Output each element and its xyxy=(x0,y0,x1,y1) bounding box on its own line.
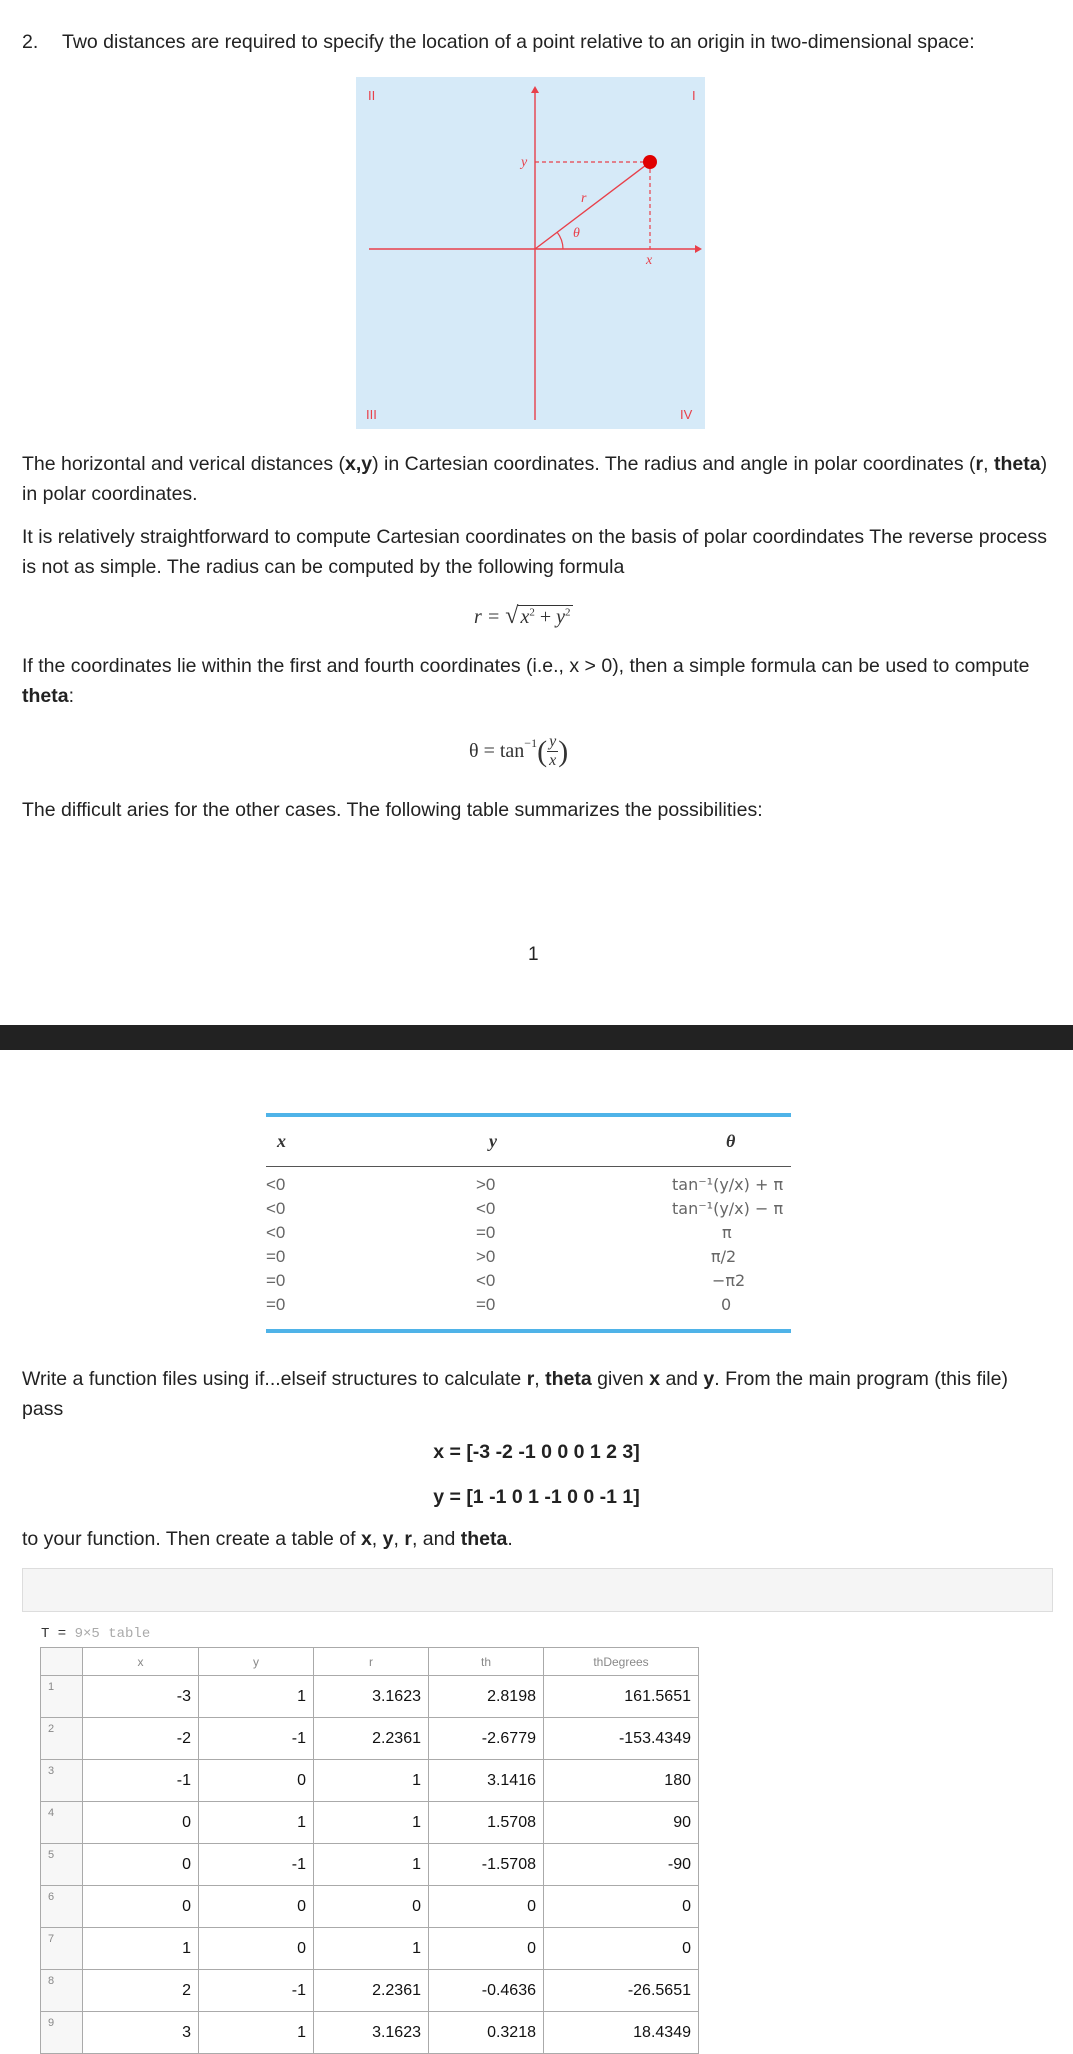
radicand-x: x xyxy=(520,606,530,628)
p6-text-e: . xyxy=(507,1528,513,1550)
col-header-th[interactable]: th xyxy=(429,1648,544,1676)
table-row xyxy=(41,1760,699,1802)
cell-x: 0 xyxy=(83,1886,199,1928)
cell-y: 1 xyxy=(199,2012,314,2054)
fraction-denominator: x xyxy=(549,752,557,769)
p6-theta: theta xyxy=(460,1528,508,1550)
table-row xyxy=(41,1970,699,2012)
cell-x: -2 xyxy=(83,1718,199,1760)
cell-thdegrees: 90 xyxy=(544,1802,699,1844)
case-row-1-y: >0 xyxy=(476,1175,496,1194)
radius-eq-lhs: r = xyxy=(474,606,501,628)
p3-text-b: : xyxy=(68,685,75,707)
case-row-6-y: =0 xyxy=(476,1295,496,1314)
cases-header-y: y xyxy=(489,1131,497,1151)
p5-y: y xyxy=(703,1368,715,1390)
case-row-5-x: =0 xyxy=(266,1271,286,1290)
cell-thdegrees: 161.5651 xyxy=(544,1676,699,1718)
case-row-5-y: <0 xyxy=(476,1271,496,1290)
cell-x: 2 xyxy=(83,1970,199,2012)
cases-header-x: x xyxy=(277,1131,286,1151)
output-header-row xyxy=(41,1648,699,1676)
cell-x: 3 xyxy=(83,2012,199,2054)
cell-thdegrees: -26.5651 xyxy=(544,1970,699,2012)
problem-intro-text: Two distances are required to specify the location of a point relative to an origin in two-dimensional space: xyxy=(62,31,975,53)
cell-th: -1.5708 xyxy=(429,1844,544,1886)
p6-y: y xyxy=(382,1528,394,1550)
cell-r: 3.1623 xyxy=(314,1676,429,1718)
radius-line xyxy=(535,162,650,249)
fraction-numerator: y xyxy=(549,733,557,750)
paragraph-cases: The difficult aries for the other cases. The following table summarizes the possibilities: xyxy=(22,799,763,821)
y-input-line: y = [1 -1 0 1 -1 0 0 -1 1] xyxy=(433,1486,640,1508)
page-1 xyxy=(0,0,1073,1025)
angle-arc xyxy=(557,232,563,249)
sqrt-sign: √ xyxy=(505,603,519,629)
x-axis-arrow xyxy=(695,245,702,253)
col-header-thdegrees[interactable]: thDegrees xyxy=(544,1648,699,1676)
p6-text-a: to your function. Then create a table of xyxy=(22,1528,361,1550)
radicand-plus: + xyxy=(534,606,557,628)
table-row xyxy=(41,1886,699,1928)
radius-equation xyxy=(474,603,573,630)
col-header-y[interactable]: y xyxy=(199,1648,314,1676)
p6-r: r xyxy=(404,1528,412,1550)
x-input-line: x = [-3 -2 -1 0 0 0 1 2 3] xyxy=(433,1441,640,1463)
page-number: 1 xyxy=(528,944,539,965)
case-row-2-theta: tan⁻¹(y/x) − π xyxy=(672,1199,784,1218)
case-row-6-theta: 0 xyxy=(721,1295,732,1314)
cell-thdegrees: 0 xyxy=(544,1886,699,1928)
cell-y: -1 xyxy=(199,1844,314,1886)
r-label: r xyxy=(581,191,587,206)
figure-svg xyxy=(356,77,705,429)
cell-th: 0 xyxy=(429,1928,544,1970)
row-number: 1 xyxy=(41,1676,83,1718)
table-output-label xyxy=(41,1626,150,1642)
cases-rule-bottom xyxy=(266,1329,791,1333)
cell-th: 0.3218 xyxy=(429,2012,544,2054)
row-number-header xyxy=(41,1648,83,1676)
table-dims: 9×5 table xyxy=(74,1626,151,1642)
paragraph-first-fourth xyxy=(22,651,1052,711)
paragraph-radius: It is relatively straightforward to compute Cartesian coordinates on the basis of polar coordindates The reverse process is not as simple. The radius can be computed by the following formula xyxy=(22,526,1047,578)
case-row-4-x: =0 xyxy=(266,1247,286,1266)
case-row-2-y: <0 xyxy=(476,1199,496,1218)
point-marker xyxy=(643,155,657,169)
p1-theta: theta xyxy=(993,453,1041,475)
col-header-x[interactable]: x xyxy=(83,1648,199,1676)
cell-y: 0 xyxy=(199,1928,314,1970)
cell-y: -1 xyxy=(199,1718,314,1760)
theta-equation xyxy=(469,733,568,770)
cell-r: 1 xyxy=(314,1844,429,1886)
left-paren: ( xyxy=(537,734,548,768)
p5-text-b: , xyxy=(534,1368,546,1390)
row-number: 7 xyxy=(41,1928,83,1970)
cell-th: -0.4636 xyxy=(429,1970,544,2012)
radicand-y: y xyxy=(556,606,566,628)
cell-y: 0 xyxy=(199,1760,314,1802)
cases-rule-top xyxy=(266,1113,791,1117)
p5-text-d: and xyxy=(660,1368,704,1390)
row-number: 8 xyxy=(41,1970,83,2012)
radicand xyxy=(518,605,572,628)
p5-text-a: Write a function files using if...elseif structures to calculate xyxy=(22,1368,527,1390)
table-row xyxy=(41,2012,699,2054)
p1-r: r xyxy=(975,453,984,475)
case-row-3-theta: π xyxy=(722,1223,732,1242)
cell-y: 0 xyxy=(199,1886,314,1928)
row-number: 6 xyxy=(41,1886,83,1928)
p1-comma: , xyxy=(355,453,362,475)
theta-eq-lhs: θ = tan xyxy=(469,740,525,762)
cell-th: 0 xyxy=(429,1886,544,1928)
cell-x: -3 xyxy=(83,1676,199,1718)
case-row-1-theta: tan⁻¹(y/x) + π xyxy=(672,1175,784,1194)
output-table xyxy=(40,1647,699,2054)
p3-theta: theta xyxy=(22,685,69,707)
table-var-name: T xyxy=(41,1626,50,1642)
p1-y: y xyxy=(361,453,373,475)
cases-rule-mid xyxy=(266,1166,791,1167)
case-row-6-x: =0 xyxy=(266,1295,286,1314)
fraction xyxy=(547,733,558,770)
table-row xyxy=(41,1718,699,1760)
paragraph-table-instruction xyxy=(22,1524,1052,1554)
right-paren: ) xyxy=(558,734,569,768)
cell-y: 1 xyxy=(199,1802,314,1844)
p3-text-a: If the coordinates lie within the first and fourth coordinates (i.e., x > 0), then a simple formula can be used to compute xyxy=(22,655,1030,677)
theta-eq-exp: −1 xyxy=(524,736,538,750)
cell-r: 0 xyxy=(314,1886,429,1928)
p5-theta: theta xyxy=(545,1368,592,1390)
case-row-4-theta: π/2 xyxy=(711,1247,737,1266)
cell-thdegrees: 180 xyxy=(544,1760,699,1802)
cell-y: -1 xyxy=(199,1970,314,2012)
radicand-y-exp: 2 xyxy=(565,606,571,619)
cell-y: 1 xyxy=(199,1676,314,1718)
cell-r: 1 xyxy=(314,1760,429,1802)
row-number: 3 xyxy=(41,1760,83,1802)
row-number: 2 xyxy=(41,1718,83,1760)
table-row xyxy=(41,1802,699,1844)
cell-thdegrees: -153.4349 xyxy=(544,1718,699,1760)
p1-text-b: ) in Cartesian coordinates. The radius and angle in polar coordinates ( xyxy=(372,453,976,475)
y-label: y xyxy=(521,155,528,170)
polar-coordinates-figure xyxy=(356,77,705,429)
problem-number: 2. xyxy=(22,31,39,53)
case-row-5-theta: −π2 xyxy=(712,1271,746,1290)
row-number: 9 xyxy=(41,2012,83,2054)
page-divider xyxy=(0,1025,1073,1050)
table-equals: = xyxy=(49,1626,75,1642)
cell-th: -2.6779 xyxy=(429,1718,544,1760)
radicand-x-exp: 2 xyxy=(529,606,535,619)
col-header-r[interactable]: r xyxy=(314,1648,429,1676)
cell-x: -1 xyxy=(83,1760,199,1802)
p6-x: x xyxy=(360,1528,372,1550)
theta-label: θ xyxy=(573,226,580,241)
paragraph-function xyxy=(22,1364,1052,1424)
p5-text-e: . From the main program (this file) pass xyxy=(22,1368,1008,1420)
cases-header-theta: θ xyxy=(726,1131,736,1151)
code-box[interactable] xyxy=(22,1568,1053,1612)
table-row xyxy=(41,1928,699,1970)
p5-text-c: given xyxy=(591,1368,650,1390)
cell-r: 1 xyxy=(314,1928,429,1970)
p5-r: r xyxy=(526,1368,535,1390)
cell-th: 3.1416 xyxy=(429,1760,544,1802)
cases-table xyxy=(266,1113,791,1338)
quadrant-i-label: I xyxy=(692,88,696,103)
p6-text-d: , and xyxy=(411,1528,461,1550)
row-number: 5 xyxy=(41,1844,83,1886)
cell-x: 0 xyxy=(83,1802,199,1844)
p1-x: x xyxy=(345,453,356,475)
quadrant-iv-label: IV xyxy=(680,407,693,422)
paragraph-coordinates xyxy=(22,449,1052,509)
p6-text-b: , xyxy=(371,1528,383,1550)
cell-r: 1 xyxy=(314,1802,429,1844)
p5-x: x xyxy=(649,1368,661,1390)
case-row-1-x: <0 xyxy=(266,1175,286,1194)
cell-x: 0 xyxy=(83,1844,199,1886)
cell-thdegrees: 0 xyxy=(544,1928,699,1970)
table-row xyxy=(41,1676,699,1718)
cell-th: 2.8198 xyxy=(429,1676,544,1718)
quadrant-ii-label: II xyxy=(368,88,376,103)
problem-intro xyxy=(22,27,1052,57)
x-label: x xyxy=(646,253,653,268)
cell-r: 2.2361 xyxy=(314,1718,429,1760)
cell-thdegrees: -90 xyxy=(544,1844,699,1886)
p1-text-a: The horizontal and verical distances ( xyxy=(22,453,345,475)
cell-r: 3.1623 xyxy=(314,2012,429,2054)
case-row-3-y: =0 xyxy=(476,1223,496,1242)
case-row-4-y: >0 xyxy=(476,1247,496,1266)
p1-text-c: ) in polar coordinates. xyxy=(22,453,1048,505)
cell-x: 1 xyxy=(83,1928,199,1970)
cell-thdegrees: 18.4349 xyxy=(544,2012,699,2054)
table-row xyxy=(41,1844,699,1886)
case-row-2-x: <0 xyxy=(266,1199,286,1218)
cell-r: 2.2361 xyxy=(314,1970,429,2012)
p1-comma2: , xyxy=(983,453,994,475)
p6-text-c: , xyxy=(393,1528,405,1550)
quadrant-iii-label: III xyxy=(366,407,377,422)
y-axis-arrow xyxy=(531,86,539,93)
case-row-3-x: <0 xyxy=(266,1223,286,1242)
cell-th: 1.5708 xyxy=(429,1802,544,1844)
row-number: 4 xyxy=(41,1802,83,1844)
